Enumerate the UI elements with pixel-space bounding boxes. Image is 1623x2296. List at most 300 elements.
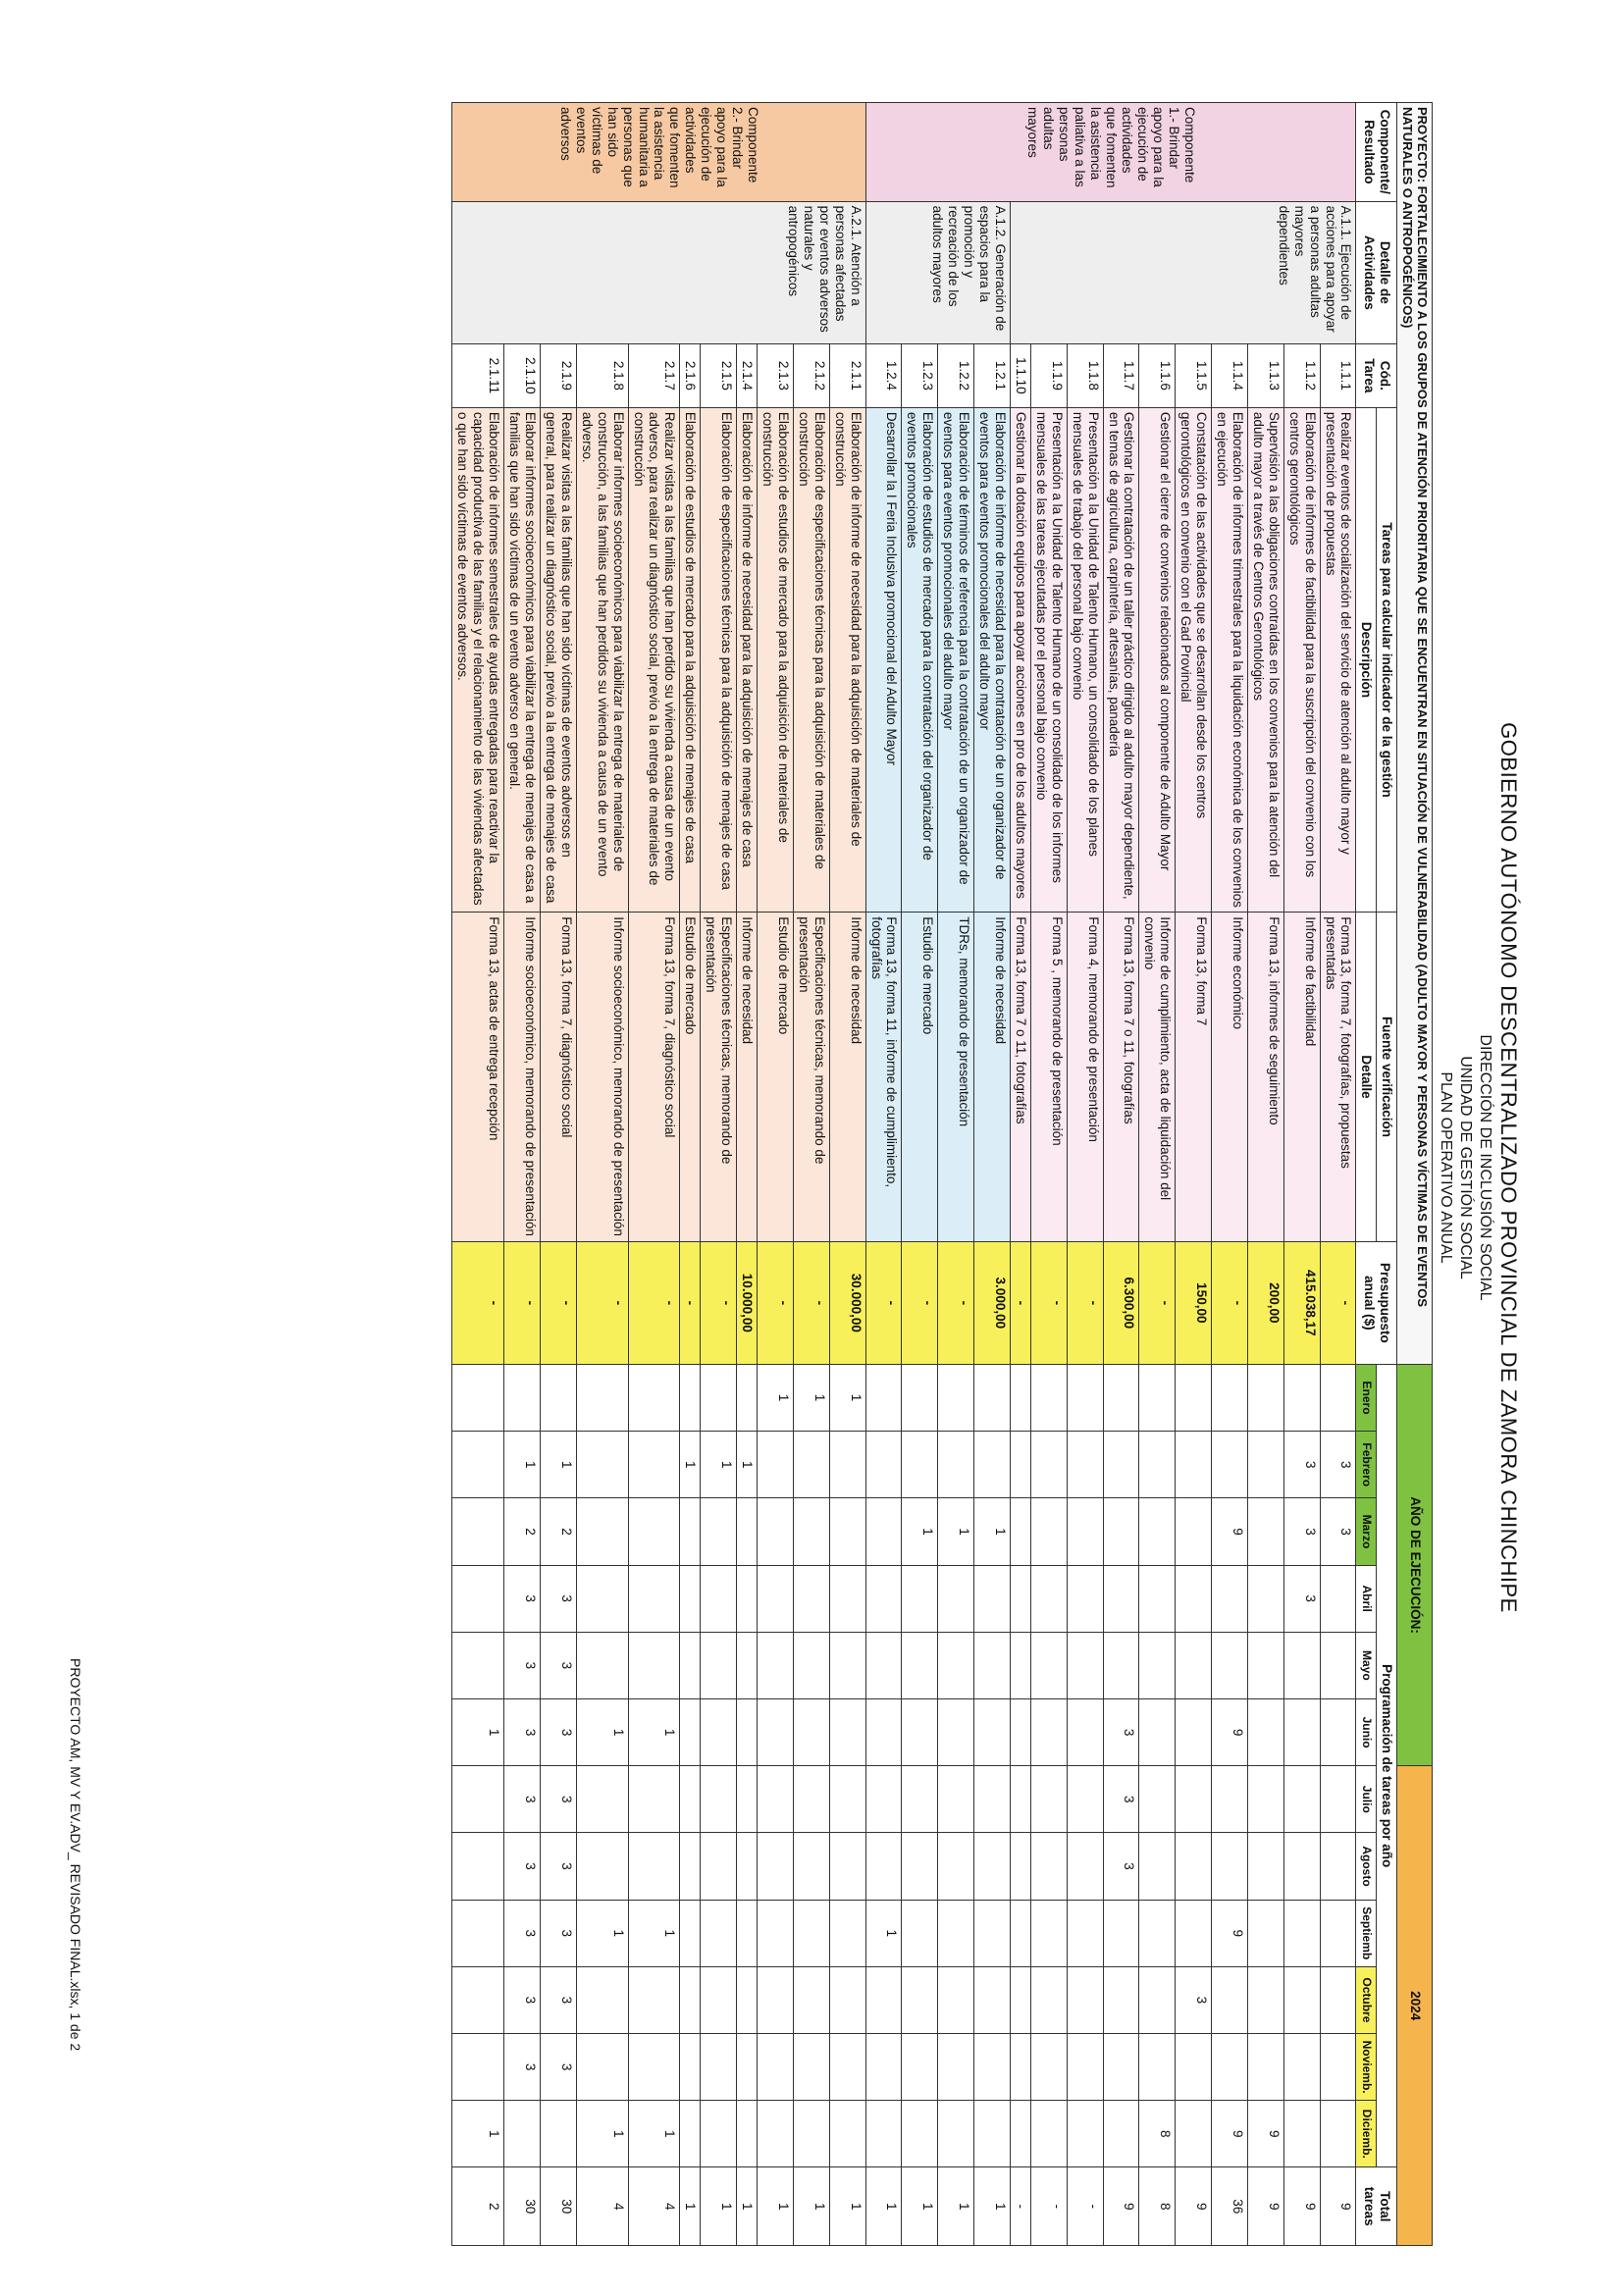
table-row (1320, 103, 1356, 2246)
month-cell (737, 1766, 758, 1833)
col-month: Septiemb (1356, 1900, 1377, 1966)
month-cell: 9 (1247, 2101, 1283, 2167)
budget-cell: 150,00 (1176, 1241, 1212, 1364)
month-cell (1067, 1966, 1103, 2033)
total-cell: 30 (541, 2167, 577, 2246)
total-cell: 1 (758, 2167, 794, 2246)
verification-detail: Forma 13, actas de entrega recepción (452, 913, 504, 1241)
month-cell (902, 1766, 938, 1833)
month-cell (680, 1498, 701, 1565)
month-cell (701, 1498, 737, 1565)
month-cell (452, 1833, 504, 1900)
month-cell: 3 (541, 1565, 577, 1632)
month-cell (1320, 1833, 1356, 1900)
total-cell: 4 (576, 2167, 628, 2246)
month-cell (1247, 1498, 1283, 1565)
table-row (1283, 103, 1320, 2246)
month-cell (1030, 1632, 1067, 1698)
month-cell: 3 (541, 1966, 577, 2033)
month-cell (1176, 1498, 1212, 1565)
month-cell (1320, 1900, 1356, 1966)
month-cell (1103, 1900, 1139, 1966)
month-cell (1067, 1833, 1103, 1900)
total-cell: 9 (1103, 2167, 1139, 2246)
table-row (793, 103, 829, 2246)
month-cell: 3 (1320, 1498, 1356, 1565)
month-cell (680, 2101, 701, 2167)
task-code: 1.2.1 (974, 344, 1011, 408)
task-description: Constatación de las actividades que se desarrollan desde los centros gerontológicos en convenio con el Gad Provincial (1176, 407, 1212, 912)
month-cell: 3 (504, 1833, 541, 1900)
month-cell (974, 1364, 1011, 1431)
month-cell: 1 (758, 1364, 794, 1431)
col-month: Octubre (1356, 1966, 1377, 2033)
month-cell: 1 (793, 1364, 829, 1431)
month-cell (628, 1498, 680, 1565)
month-cell (1139, 1698, 1176, 1765)
budget-cell: - (576, 1241, 628, 1364)
month-cell (541, 2101, 577, 2167)
task-description: Gestionar el cierre de convenios relacionados al componente de Adulto Mayor (1139, 407, 1176, 912)
total-cell: 9 (1176, 2167, 1212, 2246)
task-code: 2.1.2 (793, 344, 829, 408)
month-cell: 1 (737, 1432, 758, 1498)
month-cell (1212, 2034, 1248, 2101)
month-cell: 3 (1176, 1966, 1212, 2033)
verification-detail: Informe de necesidad (829, 913, 865, 1241)
month-cell (758, 1966, 794, 2033)
task-code: 1.1.3 (1247, 344, 1283, 408)
table-row (701, 103, 737, 2246)
month-cell: 1 (628, 1698, 680, 1765)
month-cell (1139, 1900, 1176, 1966)
month-cell (974, 1900, 1011, 1966)
task-description: Realizar eventos de socialización del servicio de atención al adulto mayor y presentación de propuestas (1320, 407, 1356, 912)
month-cell: 3 (504, 1698, 541, 1765)
table-row (758, 103, 794, 2246)
month-cell: 2 (541, 1498, 577, 1565)
month-cell (1010, 1833, 1030, 1900)
month-cell (829, 1498, 865, 1565)
month-cell (576, 1432, 628, 1498)
month-cell (1103, 1364, 1139, 1431)
table-row (737, 103, 758, 2246)
month-cell (680, 1766, 701, 1833)
month-cell (1030, 1432, 1067, 1498)
month-cell (829, 1432, 865, 1498)
month-cell (902, 1565, 938, 1632)
verification-detail: Informe de necesidad (974, 913, 1011, 1241)
table-row (865, 103, 902, 2246)
col-activity: Detalle de Actividades (1356, 201, 1397, 343)
total-cell: 9 (1247, 2167, 1283, 2246)
month-cell (737, 1565, 758, 1632)
budget-cell: 6.300,00 (1103, 1241, 1139, 1364)
task-description: Elaboración de estudios de mercado para la adquisición de menajes de casa (680, 407, 701, 912)
total-cell: 36 (1212, 2167, 1248, 2246)
col-cod: Cód. Tarea (1356, 344, 1397, 408)
month-cell (737, 2034, 758, 2101)
verification-detail: Especificaciones técnicas, memorando de presentación (701, 913, 737, 1241)
verification-detail: Forma 13, forma 7, diagnóstico social (628, 913, 680, 1241)
month-cell (576, 1833, 628, 1900)
month-cell (1176, 1900, 1212, 1966)
month-cell (1176, 1632, 1212, 1698)
component-cell: Componente 1.- Brindar apoyo para la ejecución de actividades que fomenten la asistencia paliativa a las personas adultas mayores (865, 103, 1356, 202)
month-cell: 2 (504, 1498, 541, 1565)
month-cell (758, 2101, 794, 2167)
month-cell (1320, 1565, 1356, 1632)
month-cell (865, 1364, 902, 1431)
month-cell (793, 1698, 829, 1765)
total-cell: - (1030, 2167, 1067, 2246)
task-code: 1.1.6 (1139, 344, 1176, 408)
month-cell (938, 2101, 974, 2167)
task-code: 2.1.11 (452, 344, 504, 408)
month-cell (902, 2101, 938, 2167)
file-footer: PROYECTO AM, MV Y EV.ADV_ REVISADO FINAL.xlsx, 1 de 2 (68, 1658, 83, 2052)
month-cell (628, 1432, 680, 1498)
month-cell (1176, 1833, 1212, 1900)
task-code: 1.1.10 (1010, 344, 1030, 408)
total-cell: 1 (701, 2167, 737, 2246)
month-cell (1103, 1432, 1139, 1498)
verification-detail: Forma 13, forma 7 (1176, 913, 1212, 1241)
month-cell (1320, 1966, 1356, 2033)
month-cell: 3 (541, 1766, 577, 1833)
month-cell (829, 1900, 865, 1966)
month-cell (938, 1766, 974, 1833)
month-cell (1139, 1966, 1176, 2033)
month-cell: 1 (974, 1498, 1011, 1565)
month-cell (1139, 1632, 1176, 1698)
task-description: Elaboración de informe de necesidad para la adquisición de menajes de casa (737, 407, 758, 912)
total-cell: 1 (737, 2167, 758, 2246)
total-cell: 1 (680, 2167, 701, 2246)
month-cell (1103, 1632, 1139, 1698)
month-cell (628, 1364, 680, 1431)
task-code: 1.2.3 (902, 344, 938, 408)
month-cell: 1 (628, 2101, 680, 2167)
col-component: Componente/ Resultado (1356, 103, 1397, 202)
budget-cell: - (1067, 1241, 1103, 1364)
month-cell (680, 1565, 701, 1632)
task-code: 1.1.7 (1103, 344, 1139, 408)
total-cell: 8 (1139, 2167, 1176, 2246)
month-cell (1139, 2034, 1176, 2101)
month-cell (737, 1364, 758, 1431)
month-cell (1176, 1766, 1212, 1833)
month-cell (974, 1565, 1011, 1632)
month-cell (541, 1364, 577, 1431)
month-cell (1176, 2034, 1212, 2101)
month-cell (829, 1766, 865, 1833)
month-cell (1010, 1498, 1030, 1565)
month-cell (829, 1833, 865, 1900)
budget-cell: - (1212, 1241, 1248, 1364)
month-cell (452, 1766, 504, 1833)
month-cell (938, 1966, 974, 2033)
verification-detail: Forma 13, forma 7 o 11, fotografías (1103, 913, 1139, 1241)
month-cell (452, 1565, 504, 1632)
month-cell (1010, 2034, 1030, 2101)
col-source-group: Fuente verificación (1377, 913, 1397, 1241)
month-cell (1030, 2101, 1067, 2167)
month-cell: 1 (701, 1432, 737, 1498)
verification-detail: Estudio de mercado (680, 913, 701, 1241)
budget-cell: - (1030, 1241, 1067, 1364)
budget-cell: - (758, 1241, 794, 1364)
task-description: Elaboración de informes de factibilidad para la suscripción del convenio con los centros gerontológicos (1283, 407, 1320, 912)
budget-cell: - (1320, 1241, 1356, 1364)
budget-cell: - (541, 1241, 577, 1364)
month-cell: 3 (504, 1766, 541, 1833)
month-cell (628, 1833, 680, 1900)
verification-detail: Informe de factibilidad (1283, 913, 1320, 1241)
month-cell (758, 1833, 794, 1900)
month-cell: 1 (829, 1364, 865, 1431)
month-cell: 3 (504, 1632, 541, 1698)
budget-cell: - (628, 1241, 680, 1364)
month-cell (829, 1565, 865, 1632)
total-cell: 1 (829, 2167, 865, 2246)
task-code: 2.1.4 (737, 344, 758, 408)
month-cell: 3 (1103, 1766, 1139, 1833)
month-cell (974, 1698, 1011, 1765)
month-cell (452, 2034, 504, 2101)
col-total: Total tareas (1356, 2167, 1397, 2246)
month-cell (504, 2101, 541, 2167)
month-cell (701, 2034, 737, 2101)
month-cell (758, 1900, 794, 1966)
month-cell (865, 1833, 902, 1900)
task-description: Gestionar la dotación equipos para apoyar acciones en pro de los adultos mayores (1010, 407, 1030, 912)
month-cell (1283, 1900, 1320, 1966)
task-description: Gestionar la contratación de un taller práctico dirigido al adulto mayor dependiente, en temas de agricultura, carpintería, artesanías, panadería (1103, 407, 1139, 912)
month-cell (793, 1900, 829, 1966)
total-cell: 1 (902, 2167, 938, 2246)
total-cell: 1 (793, 2167, 829, 2246)
table-row (1030, 103, 1067, 2246)
month-cell (452, 1498, 504, 1565)
month-cell (1176, 1565, 1212, 1632)
month-cell (1067, 1364, 1103, 1431)
verification-detail: Forma 13, forma 7, fotografías, propuestas presentadas (1320, 913, 1356, 1241)
total-cell: - (1067, 2167, 1103, 2246)
month-cell (758, 1565, 794, 1632)
activity-cell: A.1.1. Ejecución de acciones para apoyar a personas adultas mayores dependientes (1010, 201, 1356, 343)
month-cell (902, 1698, 938, 1765)
budget-cell: 200,00 (1247, 1241, 1283, 1364)
col-programming: Programación de tareas por año (1377, 1364, 1397, 2166)
month-cell (680, 1833, 701, 1900)
task-code: 1.1.4 (1212, 344, 1248, 408)
month-cell (737, 2101, 758, 2167)
month-cell (865, 1966, 902, 2033)
month-cell: 1 (865, 1900, 902, 1966)
budget-cell: - (793, 1241, 829, 1364)
budget-cell: - (865, 1241, 902, 1364)
month-cell (902, 1900, 938, 1966)
table-row (974, 103, 1011, 2246)
month-cell (701, 1632, 737, 1698)
month-cell (1030, 1565, 1067, 1632)
col-month: Mayo (1356, 1632, 1377, 1698)
budget-cell: - (938, 1241, 974, 1364)
month-cell (902, 1632, 938, 1698)
month-cell: 1 (938, 1498, 974, 1565)
month-cell (701, 1966, 737, 2033)
month-cell (737, 1966, 758, 2033)
total-cell: 9 (1283, 2167, 1320, 2246)
table-row (1176, 103, 1212, 2246)
poa-table (451, 102, 1433, 2246)
task-code: 2.1.3 (758, 344, 794, 408)
task-description: Elaboración de especificaciones técnicas para la adquisición de menajes de casa (701, 407, 737, 912)
month-cell (701, 2101, 737, 2167)
task-description: Presentación a la Unidad de Talento Humano de un consolidado de los informes mensuales de las tareas ejecutadas por el personal bajo convenio (1030, 407, 1067, 912)
month-cell (1283, 1632, 1320, 1698)
month-cell (1030, 1833, 1067, 1900)
col-detail: Detalle (1356, 913, 1377, 1241)
month-cell (974, 1833, 1011, 1900)
month-cell (628, 1632, 680, 1698)
month-cell: 9 (1212, 1698, 1248, 1765)
col-month: Junio (1356, 1698, 1377, 1765)
budget-cell: - (902, 1241, 938, 1364)
month-cell: 3 (1320, 1432, 1356, 1498)
month-cell (829, 1698, 865, 1765)
month-cell (1067, 1498, 1103, 1565)
month-cell: 3 (504, 1900, 541, 1966)
month-cell (938, 2034, 974, 2101)
month-cell (865, 1565, 902, 1632)
month-cell (1283, 1766, 1320, 1833)
unit-title: UNIDAD DE GESTIÓN SOCIAL (1457, 1056, 1474, 1279)
month-cell (1247, 1632, 1283, 1698)
month-cell (452, 1364, 504, 1431)
month-cell (829, 1632, 865, 1698)
task-description: Elaboración de especificaciones técnicas para la adquisición de materiales de construcción (793, 407, 829, 912)
month-cell: 9 (1212, 2101, 1248, 2167)
direction-title: DIRECCIÓN DE INCLUSIÓN SOCIAL (1477, 1034, 1493, 1301)
month-cell (758, 1698, 794, 1765)
month-cell (793, 1632, 829, 1698)
verification-detail: Forma 13, informes de seguimiento (1247, 913, 1283, 1241)
month-cell: 3 (541, 2034, 577, 2101)
task-code: 2.1.6 (680, 344, 701, 408)
month-cell (737, 1900, 758, 1966)
table-row (628, 103, 680, 2246)
month-cell (452, 1966, 504, 2033)
month-cell: 3 (1283, 1565, 1320, 1632)
month-cell (737, 1498, 758, 1565)
month-cell (865, 2034, 902, 2101)
year-value: 2024 (1397, 1766, 1433, 2246)
month-cell: 3 (541, 1833, 577, 1900)
activity-cell: A.2.1. Atención a personas afectadas por eventos adversos naturales y antropogénicos (452, 201, 865, 343)
month-cell (680, 1900, 701, 1966)
month-cell: 3 (1103, 1698, 1139, 1765)
month-cell (974, 2034, 1011, 2101)
month-cell (1247, 1565, 1283, 1632)
month-cell (452, 1632, 504, 1698)
month-cell (1030, 1364, 1067, 1431)
month-cell (974, 1966, 1011, 2033)
task-description: Elaboración de informes semestrales de ayudas entregadas para reactivar la capacidad productiva de las familias y el relacionamiento de las viviendas afectadas o que han sido víctimas de eventos adversos. (452, 407, 504, 912)
month-cell (1283, 1698, 1320, 1765)
task-description: Elaborar informes socioeconómicos para viabilizar la entrega de menajes de casa a familias que han sido víctimas de un evento adverso en general. (504, 407, 541, 912)
total-cell: 30 (504, 2167, 541, 2246)
budget-cell: - (701, 1241, 737, 1364)
task-description: Realizar visitas a las familias que han sido víctimas de eventos adversos en general, para realizar un diagnóstico social, previo a la entrega de menajes de casa (541, 407, 577, 912)
month-cell (758, 1432, 794, 1498)
month-cell (1139, 1364, 1176, 1431)
total-cell: 1 (865, 2167, 902, 2246)
month-cell (1067, 2101, 1103, 2167)
month-cell: 1 (576, 1900, 628, 1966)
verification-detail: Estudio de mercado (902, 913, 938, 1241)
task-code: 1.1.2 (1283, 344, 1320, 408)
col-month: Enero (1356, 1364, 1377, 1431)
month-cell (576, 1766, 628, 1833)
month-cell (1320, 2101, 1356, 2167)
month-cell (1010, 1698, 1030, 1765)
verification-detail: Forma 13, forma 7 o 11, fotografías (1010, 913, 1030, 1241)
month-cell (938, 1632, 974, 1698)
table-row (1103, 103, 1139, 2246)
task-description: Presentación a la Unidad de Talento Humano, un consolidado de los planes mensuales de trabajo del personal bajo convenio (1067, 407, 1103, 912)
year-label: AÑO DE EJECUCIÓN: (1397, 1364, 1433, 1765)
activity-cell: A.1.2. Generación de espacios para la promoción y recreación de los adultos mayores (865, 201, 1010, 343)
task-code: 2.1.8 (576, 344, 628, 408)
month-cell (1247, 1698, 1283, 1765)
table-row (541, 103, 577, 2246)
task-description: Elaborar informes socioeconómicos para viabilizar la entrega de materiales de construcción, a las familias que han perdidos su vivienda a causa de un evento adverso. (576, 407, 628, 912)
month-cell (1283, 2101, 1320, 2167)
month-cell (902, 1432, 938, 1498)
task-code: 2.1.5 (701, 344, 737, 408)
month-cell (1030, 1698, 1067, 1765)
month-cell (1320, 2034, 1356, 2101)
month-cell (1247, 1766, 1283, 1833)
month-cell (737, 1698, 758, 1765)
month-cell: 1 (452, 1698, 504, 1765)
month-cell (938, 1364, 974, 1431)
month-cell (701, 1766, 737, 1833)
verification-detail: Informe de cumplimiento, acta de liquidación del convenio (1139, 913, 1176, 1241)
month-cell (1176, 1364, 1212, 1431)
month-cell (793, 1432, 829, 1498)
table-row (1139, 103, 1176, 2246)
month-cell (793, 1498, 829, 1565)
task-code: 1.1.1 (1320, 344, 1356, 408)
month-cell (737, 1632, 758, 1698)
month-cell (974, 1432, 1011, 1498)
month-cell (1103, 2034, 1139, 2101)
total-cell: 9 (1320, 2167, 1356, 2246)
col-description: Descripción (1356, 407, 1377, 912)
month-cell (680, 1966, 701, 2033)
month-cell (758, 1632, 794, 1698)
month-cell (701, 1900, 737, 1966)
month-cell (1030, 1966, 1067, 2033)
task-code: 1.2.2 (938, 344, 974, 408)
month-cell (1139, 1498, 1176, 1565)
month-cell (1212, 1833, 1248, 1900)
month-cell (576, 1565, 628, 1632)
month-cell (628, 1766, 680, 1833)
